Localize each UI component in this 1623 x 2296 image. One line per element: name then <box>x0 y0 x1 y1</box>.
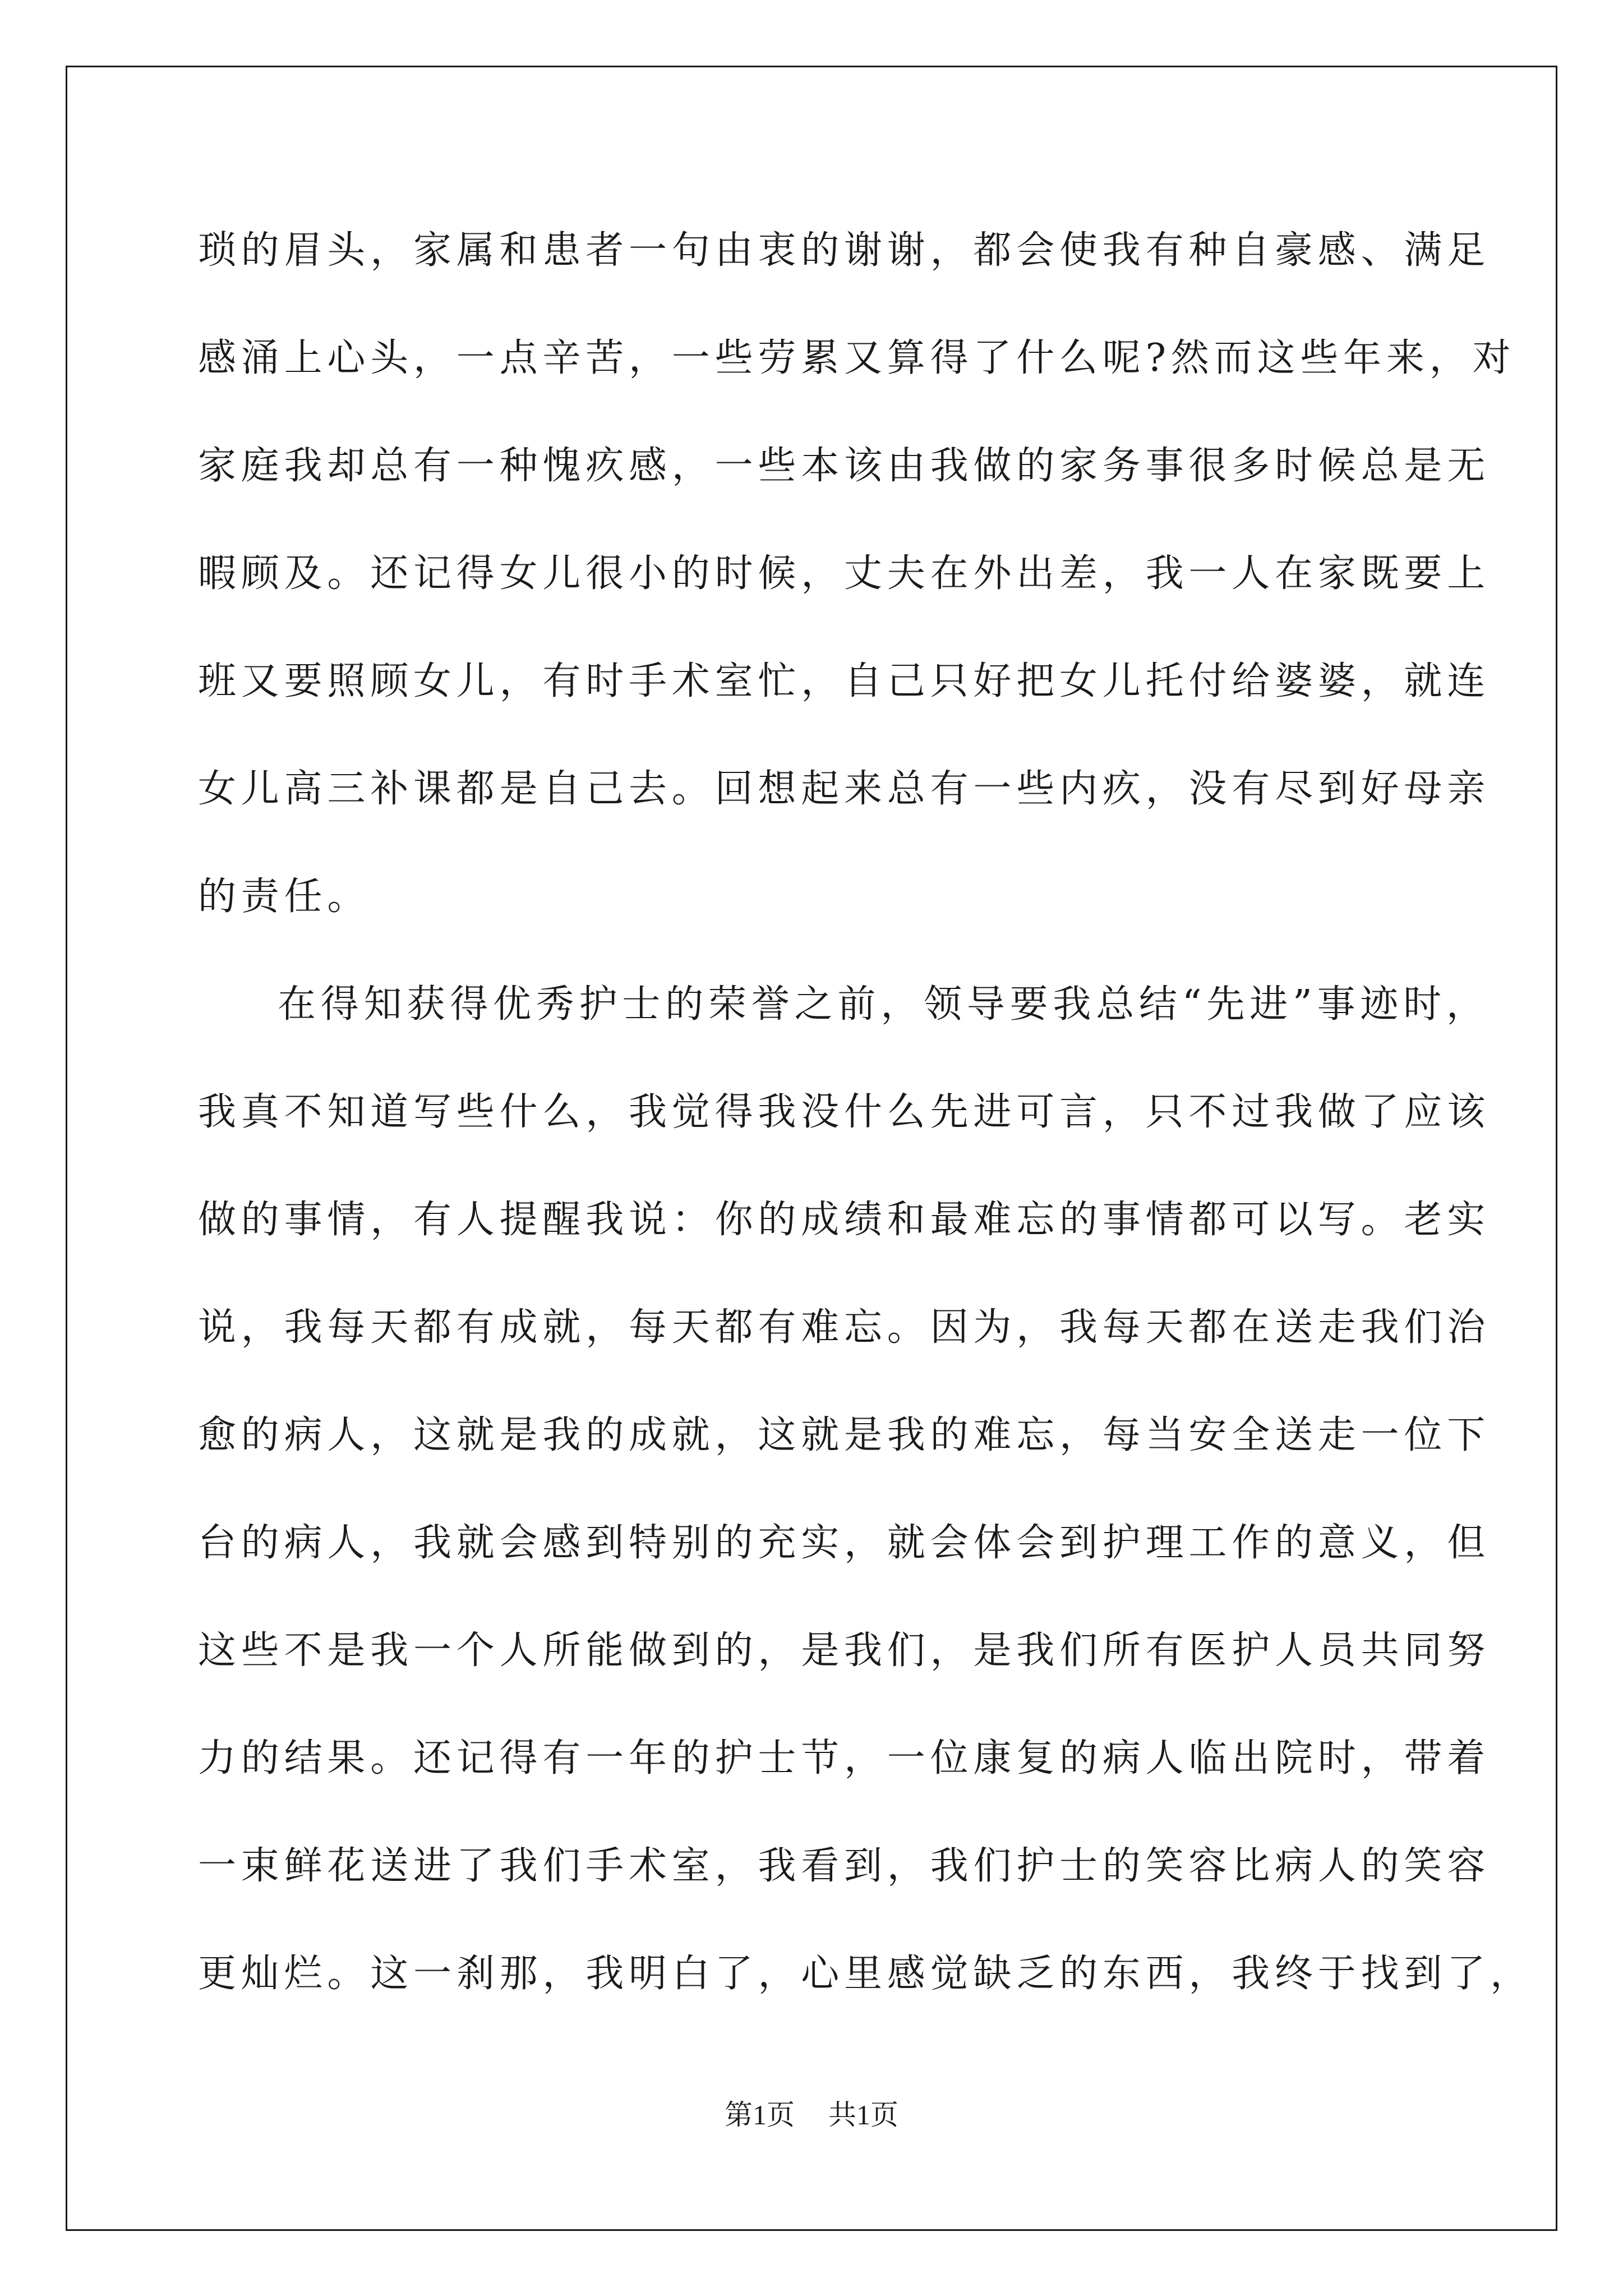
paragraph-2-line: 这些不是我一个人所能做到的，是我们，是我们所有医护人员共同努 <box>198 1628 1491 1673</box>
paragraph-2-line: 做的事情，有人提醒我说：你的成绩和最难忘的事情都可以写。老实 <box>198 1198 1491 1242</box>
paragraph-2-line: 更灿烂。这一刹那，我明白了，心里感觉缺乏的东西，我终于找到了， <box>198 1952 1533 1996</box>
paragraph-1-line: 琐的眉头，家属和患者一句由衷的谢谢，都会使我有种自豪感、满足 <box>198 228 1491 273</box>
paragraph-1-line: 感涌上心头，一点辛苦，一些劳累又算得了什么呢?然而这些年来，对 <box>198 336 1516 380</box>
paragraph-1-line: 女儿高三补课都是自己去。回想起来总有一些内疚，没有尽到好母亲 <box>198 767 1491 811</box>
page-border <box>66 66 1557 2231</box>
paragraph-2-line: 力的结果。还记得有一年的护士节，一位康复的病人临出院时，带着 <box>198 1736 1491 1780</box>
paragraph-1-line: 班又要照顾女儿，有时手术室忙，自己只好把女儿托付给婆婆，就连 <box>198 659 1491 703</box>
paragraph-1-line: 的责任。 <box>198 875 371 919</box>
paragraph-1-line: 暇顾及。还记得女儿很小的时候，丈夫在外出差，我一人在家既要上 <box>198 551 1491 596</box>
paragraph-2-line: 愈的病人，这就是我的成就，这就是我的难忘，每当安全送走一位下 <box>198 1413 1491 1457</box>
paragraph-2-line: 说，我每天都有成就，每天都有难忘。因为，我每天都在送走我们治 <box>198 1305 1491 1350</box>
page-footer <box>0 2098 1623 2132</box>
paragraph-2-line: 一束鲜花送进了我们手术室，我看到，我们护士的笑容比病人的笑容 <box>198 1844 1491 1888</box>
paragraph-1-line: 家庭我却总有一种愧疚感，一些本该由我做的家务事很多时候总是无 <box>198 444 1491 488</box>
paragraph-2-line: 台的病人，我就会感到特别的充实，就会体会到护理工作的意义，但 <box>198 1521 1491 1565</box>
paragraph-2-line: 在得知获得优秀护士的荣誉之前，领导要我总结“先进”事迹时， <box>278 982 1490 1027</box>
paragraph-2-line: 我真不知道写些什么，我觉得我没什么先进可言，只不过我做了应该 <box>198 1090 1491 1134</box>
page-number: 第1页 <box>725 2099 795 2131</box>
page-total: 共1页 <box>828 2099 898 2131</box>
